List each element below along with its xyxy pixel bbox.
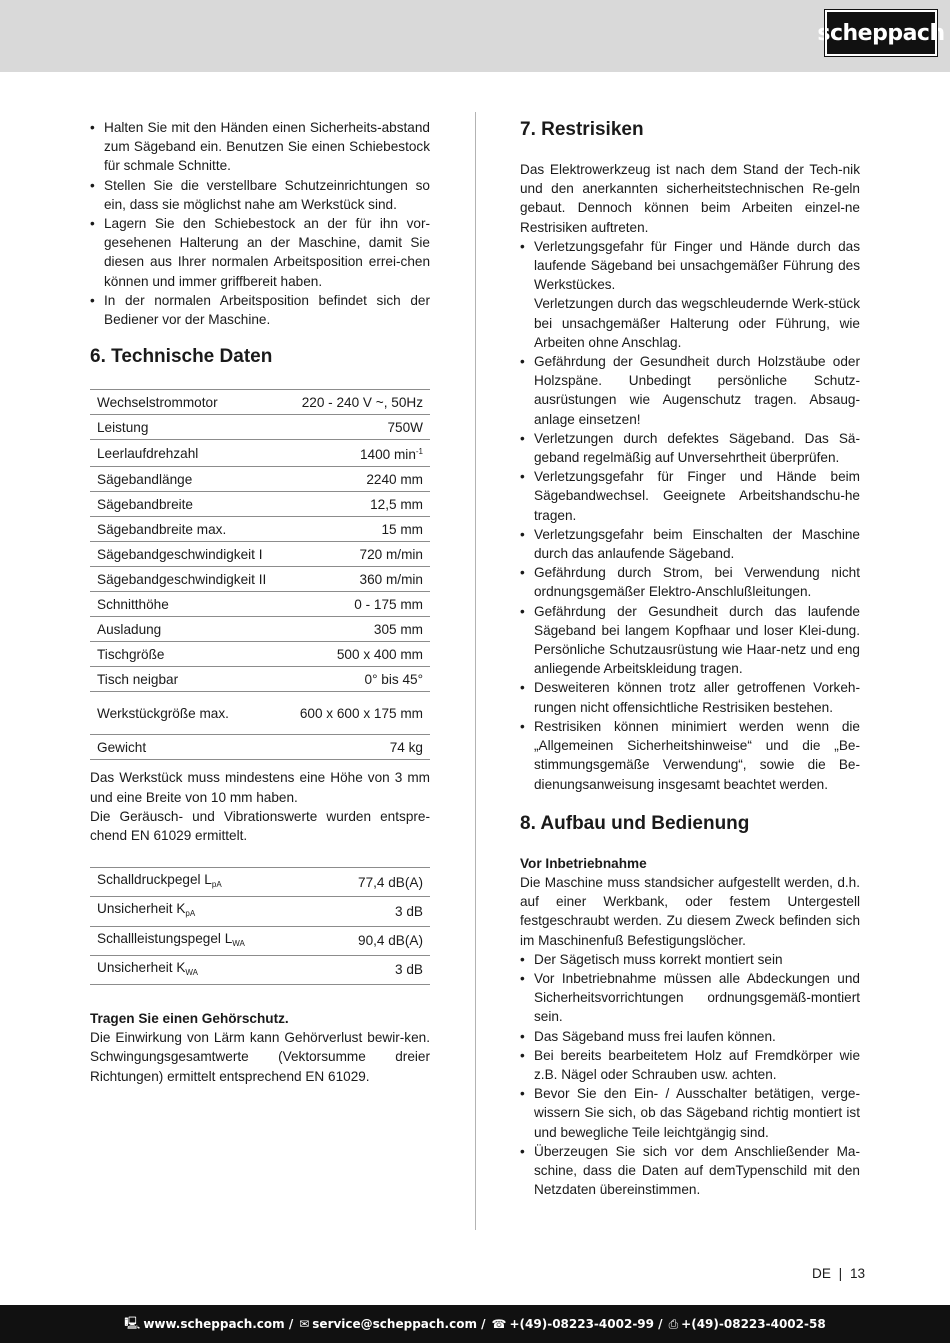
risk-text: • Gefährdung der Gesundheit durch das laufende Sägeband bei langem Kopfhaar und loser Klei-dung. Persönliche Schutzausrüstung wie Haar-netz und eng anliegende Arbeitskleidung tragen.	[534, 603, 860, 677]
mail-icon: ✉	[299, 1317, 310, 1331]
spec-label: Ausladung	[90, 617, 284, 642]
section-heading-setup: 8. Aufbau und Bedienung	[520, 812, 750, 834]
spec-value	[284, 390, 430, 415]
spec-value	[284, 642, 430, 667]
spec-value	[284, 592, 430, 617]
table-row	[90, 955, 430, 984]
risk-intro: Das Elektrowerkzeug ist nach dem Stand der Tech-nik und den anerkannten sicherheitstechnischen Re-geln gebaut. Dennoch können beim Arbeiten einzel-ne Restrisiken auftreten.	[520, 162, 860, 235]
table-row	[90, 868, 430, 897]
risk-text: • Desweiteren können trotz aller getroffenen Vorkeh-rungen nicht offensichtliche Restrisiken bestehen.	[534, 680, 860, 715]
noise-label	[90, 897, 319, 926]
spec-value	[284, 542, 430, 567]
footer-phone: +(49)-08223-4002-99 /	[509, 1317, 663, 1331]
section-heading-residual-risks: 7. Restrisiken	[520, 119, 644, 140]
spec-value	[284, 567, 430, 592]
list-item	[520, 237, 860, 352]
list-item	[520, 467, 860, 525]
spec-label: Sägebandbreite max.	[90, 517, 284, 542]
spec-value-text: 0° bis 45°	[364, 671, 423, 687]
list-item: • Bei bereits bearbeitetem Holz auf Fremdkörper wie z.B. Nägel oder Schrauben usw. achten.	[520, 1046, 860, 1084]
spec-value-text: 12,5 mm	[370, 496, 423, 512]
spec-value	[284, 492, 430, 517]
noise-label-text: Schalldruckpegel L	[97, 872, 212, 888]
phone-icon: ☎	[491, 1317, 507, 1331]
noise-value: 90,4 dB(A)	[319, 926, 431, 955]
spec-label: Sägebandbreite	[90, 492, 284, 517]
list-item: • Überzeugen Sie sich vor dem Anschließender Ma-schine, dass die Daten auf demTypenschild mit den Netzdaten übereinstimmen.	[520, 1142, 860, 1200]
table-row	[90, 542, 430, 567]
table-row	[90, 897, 430, 926]
spec-value	[284, 467, 430, 492]
setup-bullet-list	[520, 950, 860, 1200]
spec-value-superscript: -1	[415, 447, 423, 457]
column-divider	[475, 112, 476, 1230]
table-row	[90, 567, 430, 592]
list-item: • Vor Inbetriebnahme müssen alle Abdeckungen und Sicherheitsvorrichtungen ordnungsgemäß-montiert sein.	[520, 969, 860, 1027]
spec-label: Tischgröße	[90, 642, 284, 667]
noise-label	[90, 926, 319, 955]
noise-value: 77,4 dB(A)	[319, 868, 431, 897]
spec-value-text: 74 kg	[389, 739, 423, 755]
list-item: • Lagern Sie den Schiebestock an der für ihn vor-gesehenen Halterung an der Maschine, damit Sie diesen aus Ihrer normalen Arbeitsposition errei-chen können und immer griffbereit haben.	[90, 214, 430, 291]
noise-label-subscript: pA	[211, 880, 222, 890]
workpiece-note: Das Werkstück muss mindestens eine Höhe von 3 mm und eine Breite von 10 mm haben.	[90, 770, 430, 805]
noise-label-subscript: WA	[232, 938, 245, 948]
section-heading-technical-data: 6. Technische Daten	[90, 346, 273, 368]
right-column	[520, 118, 860, 1199]
spec-label: Wechselstrommotor	[90, 390, 284, 415]
table-row	[90, 492, 430, 517]
list-item	[520, 678, 860, 716]
spec-label: Leistung	[90, 415, 284, 440]
table-row	[90, 617, 430, 642]
spec-value-text: 360 m/min	[359, 571, 423, 587]
table-row	[90, 667, 430, 692]
footer-bar	[0, 1305, 950, 1343]
setup-subheading: Vor Inbetriebnahme	[520, 855, 647, 871]
risk-text: • Verletzungsgefahr für Finger und Hände durch das laufende Sägeband bei unsachgemäßer Führung des Werkstückes.	[534, 238, 860, 293]
table-row	[90, 467, 430, 492]
spec-label: Sägebandgeschwindigkeit II	[90, 567, 284, 592]
table-row	[90, 926, 430, 955]
list-item: • Das Sägeband muss frei laufen können.	[520, 1027, 860, 1046]
noise-label-subscript: WA	[185, 967, 198, 977]
list-item: • Halten Sie mit den Händen einen Sicherheits-abstand zum Sägeband ein. Benutzen Sie einen Schiebestock für schmale Schnitte.	[90, 118, 430, 176]
safety-bullet-list	[90, 118, 430, 329]
fax-icon: ⎙	[668, 1316, 679, 1331]
spec-value-text: 720 m/min	[359, 546, 423, 562]
table-row	[90, 692, 430, 735]
list-item: • Bevor Sie den Ein- / Ausschalter betätigen, verge-wissern Sie sich, ob das Sägeband richtig montiert ist und bewegliche Teile leichtgängig sind.	[520, 1084, 860, 1142]
noise-value: 3 dB	[319, 897, 431, 926]
noise-value: 3 dB	[319, 955, 431, 984]
list-item	[520, 429, 860, 467]
risk-extra-text: Verletzungen durch das wegschleudernde Werk-stück bei unsachgemäßer Halterung oder Führung, wie Arbeiten ohne Anschlag.	[534, 296, 860, 350]
page-number: DE | 13	[812, 1266, 866, 1281]
noise-label	[90, 868, 319, 897]
hearing-protection-text: Die Einwirkung von Lärm kann Gehörverlust bewir-ken. Schwingungsgesamtwerte (Vektorsumme dreier Richtungen) ermittelt entsprechend EN 61029.	[90, 1030, 430, 1084]
left-column	[90, 118, 430, 1086]
table-row	[90, 517, 430, 542]
spec-value-text: 500 x 400 mm	[336, 646, 423, 662]
spec-label: Sägebandgeschwindigkeit I	[90, 542, 284, 567]
table-row	[90, 440, 430, 467]
table-row	[90, 592, 430, 617]
spec-value-text: 15 mm	[381, 521, 423, 537]
page-number-value: 13	[849, 1266, 866, 1281]
table-row	[90, 390, 430, 415]
footer-website: www.scheppach.com /	[143, 1317, 294, 1331]
noise-note: Die Geräusch- und Vibrationswerte wurden entspre-chend EN 61029 ermittelt.	[90, 808, 430, 844]
footer-email: service@scheppach.com /	[312, 1317, 486, 1331]
risk-text: • Verletzungen durch defektes Sägeband. Das Sä-geband regelmäßig auf Unversehrtheit überprüfen.	[534, 430, 860, 466]
setup-intro: Die Maschine muss standsicher aufgestellt werden, d.h. auf einer Werkbank, oder festem Untergestell festgeschraubt werden. Zu diesem Zweck befinden sich im Maschinenfuß Befestigungslöcher.	[520, 874, 860, 948]
risk-text: • Gefährdung der Gesundheit durch Holzstäube oder Holzspäne. Unbedingt persönliche Schutz-ausrüstungen wie Augenschutz tragen. Absaug-anlage einsetzen!	[534, 354, 860, 427]
spec-value	[284, 440, 430, 467]
noise-label-text: Unsicherheit K	[97, 959, 186, 975]
risk-text: • Verletzungsgefahr für Finger und Hände beim Sägebandwechsel. Geeignete Arbeitshandschu-he tragen.	[534, 469, 860, 523]
page-language: DE	[812, 1266, 831, 1281]
risk-text: • Verletzungsgefahr beim Einschalten der Maschine durch das anlaufende Sägeband.	[534, 526, 860, 562]
list-item: • Stellen Sie die verstellbare Schutzeinrichtungen so ein, dass sie möglichst nahe am Werkstück sind.	[90, 176, 430, 214]
spec-value-text: 750W	[387, 419, 423, 435]
list-item	[520, 717, 860, 794]
spec-value-text: 305 mm	[373, 621, 423, 637]
spec-value	[284, 735, 430, 760]
table-row	[90, 415, 430, 440]
spec-value-text: 600 x 600 x 175 mm	[299, 705, 423, 721]
list-item: • In der normalen Arbeitsposition befindet sich der Bediener vor der Maschine.	[90, 291, 430, 329]
spec-value	[284, 617, 430, 642]
spec-value	[284, 692, 430, 735]
spec-label: Gewicht	[90, 735, 284, 760]
noise-label-text: Schallleistungspegel L	[97, 930, 233, 946]
spec-value	[284, 667, 430, 692]
list-item: • Der Sägetisch muss korrekt montiert sein	[520, 950, 860, 969]
spec-label: Schnitthöhe	[90, 592, 284, 617]
list-item	[520, 602, 860, 679]
table-row	[90, 642, 430, 667]
risk-bullet-list	[520, 237, 860, 794]
risk-text: • Gefährdung durch Strom, bei Verwendung nicht ordnungsgemäßer Elektro-Anschlußleitungen.	[534, 565, 860, 600]
noise-label	[90, 955, 319, 984]
spec-value	[284, 517, 430, 542]
spec-value-text: 1400 min	[359, 447, 416, 463]
spec-value-text: 220 - 240 V ~, 50Hz	[301, 394, 423, 410]
header-bar	[0, 0, 950, 72]
spec-table	[90, 389, 430, 760]
spec-label: Sägebandlänge	[90, 467, 284, 492]
scheppach-logo: scheppach	[825, 10, 937, 56]
table-row	[90, 735, 430, 760]
spec-label: Leerlaufdrehzahl	[90, 440, 284, 467]
computer-icon: 🖳	[124, 1315, 141, 1330]
spec-label: Tisch neigbar	[90, 667, 284, 692]
list-item	[520, 563, 860, 601]
spec-value-text: 2240 mm	[366, 471, 423, 487]
noise-label-subscript: pA	[185, 909, 196, 919]
risk-text: • Restrisiken können minimiert werden wenn die „Allgemeinen Sicherheitshinweise“ und die „Be-stimmungsgemäße Verwendung“, sowie die Be-dienungsanweisung insgesamt beachtet werden.	[534, 718, 860, 792]
hearing-protection-heading: Tragen Sie einen Gehörschutz.	[90, 1011, 289, 1027]
spec-label: Werkstückgröße max.	[90, 692, 284, 735]
spec-value-text: 0 - 175 mm	[354, 596, 423, 612]
spec-value	[284, 415, 430, 440]
list-item	[520, 525, 860, 563]
footer-fax: +(49)-08223-4002-58	[681, 1317, 826, 1331]
list-item	[520, 352, 860, 429]
noise-label-text: Unsicherheit K	[97, 901, 186, 917]
noise-table	[90, 867, 430, 985]
